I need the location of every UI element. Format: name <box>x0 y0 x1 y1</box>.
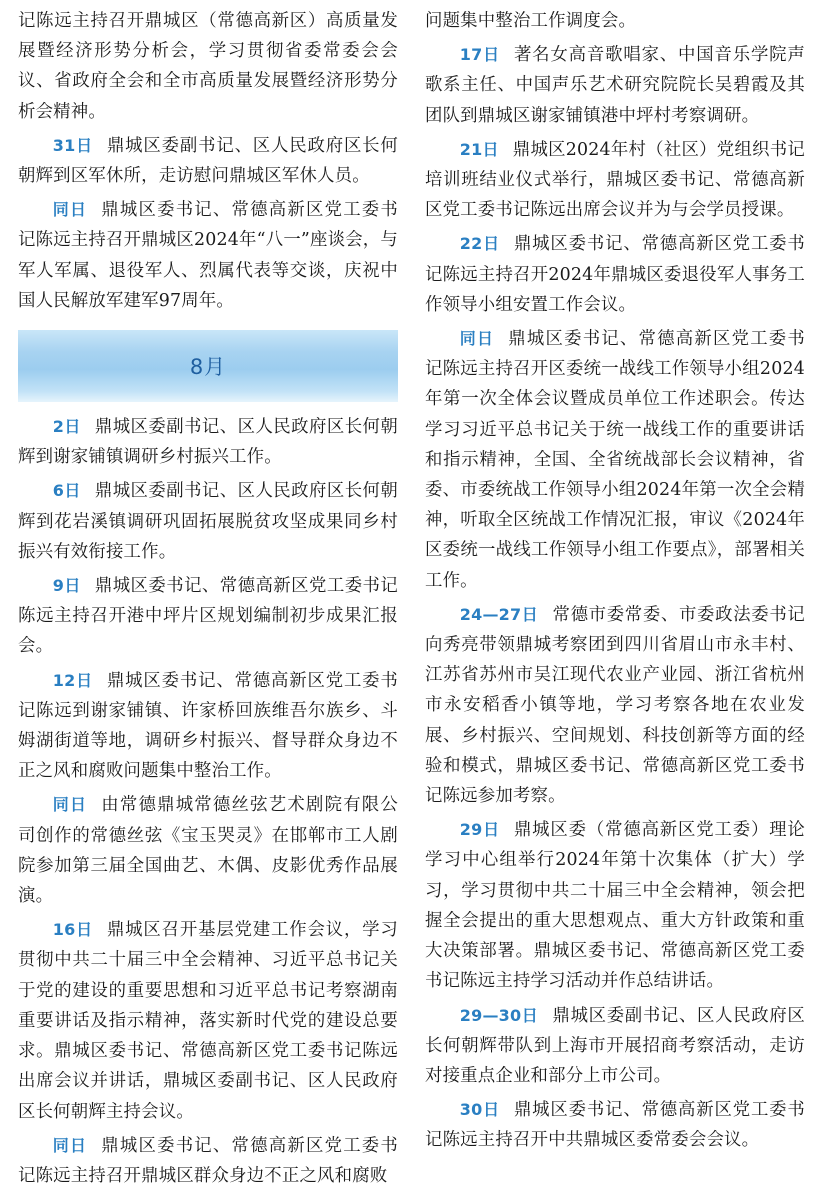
entry-text: 著名女高音歌唱家、中国音乐学院声歌系主任、中国声乐艺术研究院院长吴碧霞及其团队到鼎城区谢家铺镇港中坪村考察调研。 <box>425 45 806 126</box>
entry-date: 30日 <box>459 1100 500 1120</box>
entry-text: 鼎城区委书记、常德高新区党工委书记陈远主持召开2024年鼎城区委退役军人事务工作领导小组安置工作会议。 <box>425 234 806 315</box>
entry-text: 鼎城区委书记、常德高新区党工委书记陈远主持召开鼎城区群众身边不正之风和腐败 <box>18 1135 399 1186</box>
entry-text: 鼎城区2024年村（社区）党组织书记培训班结业仪式举行，鼎城区委书记、常德高新区党工委书记陈远出席会议并为与会学员授课。 <box>425 139 805 221</box>
entry <box>18 131 398 191</box>
entry-date: 12日 <box>52 670 93 690</box>
entry-date: 同日 <box>52 200 88 220</box>
entry-text: 鼎城区委书记、常德高新区党工委书记陈远主持召开鼎城区2024年“八一”座谈会，与军人军属、退役军人、烈属代表等交谈，庆祝中国人民解放军建军97周年。 <box>18 200 399 311</box>
entry-text: 鼎城区委书记、常德高新区党工委书记陈远主持召开中共鼎城区委常委会会议。 <box>425 1100 806 1151</box>
entry-date: 9日 <box>52 576 81 596</box>
month-title: 8月 <box>189 355 227 380</box>
left-column <box>18 6 398 1195</box>
entry-text: 鼎城区召开基层党建工作会议，学习贯彻中共二十届三中全会精神、习近平总书记关于党的建设的重要思想和习近平总书记考察湖南重要讲话及指示精神，落实新时代党的建设总要求。鼎城区委书记、常德高新区党工委书记陈远出席会议并讲话，鼎城区委副书记、区人民政府区长何朝辉主持会议。 <box>18 920 399 1122</box>
entry-date: 21日 <box>459 139 499 159</box>
continued-paragraph: 问题集中整治工作调度会。 <box>425 11 637 31</box>
entry-date: 同日 <box>52 1135 88 1155</box>
entry-date: 6日 <box>52 481 81 501</box>
entry-date: 同日 <box>459 329 495 349</box>
entry <box>425 1001 805 1092</box>
entry <box>18 915 398 1126</box>
entry-date: 16日 <box>52 920 93 940</box>
entry-text: 鼎城区委书记、常德高新区党工委书记陈远主持召开区委统一战线工作领导小组2024年第一次全体会议暨成员单位工作述职会。传达学习习近平总书记关于统一战线工作的重要讲话和指示精神，全国、全省统战部长会议精神，省委、市委统战工作领导小组2024年第一次全会精神，听取全区统战工作情况汇报，审议《2024年区委统一战线工作领导小组工作要点》，部署相关工作。 <box>425 329 806 591</box>
entry-text: 常德市委常委、市委政法委书记向秀亮带领鼎城考察团到四川省眉山市永丰村、江苏省苏州市吴江现代农业产业园、浙江省杭州市永安稻香小镇等地，学习考察各地在农业发展、乡村振兴、空间规划、科技创新等方面的经验和模式，鼎城区委书记、常德高新区党工委书记陈远参加考察。 <box>425 604 805 807</box>
entry <box>425 135 805 226</box>
entry-date: 29—30日 <box>459 1005 539 1025</box>
entry-text: 鼎城区委副书记、区人民政府区长何朝辉到谢家铺镇调研乡村振兴工作。 <box>18 417 398 468</box>
month-banner <box>18 330 398 402</box>
entry-date: 2日 <box>52 417 81 437</box>
entry-text: 鼎城区委副书记、区人民政府区长何朝辉到区军休所，走访慰问鼎城区军休人员。 <box>18 135 399 187</box>
entry-date: 22日 <box>459 234 500 254</box>
entry <box>425 229 805 320</box>
entry-date: 17日 <box>459 45 500 65</box>
entry-date: 24—27日 <box>459 604 539 624</box>
entry <box>18 571 398 662</box>
right-column <box>425 6 805 1160</box>
continued-paragraph: 记陈远主持召开鼎城区（常德高新区）高质量发展暨经济形势分析会，学习贯彻省委常委会会议、省政府全会和全市高质量发展暨经济形势分析会精神。 <box>18 11 398 122</box>
entry <box>425 324 805 596</box>
entry-date: 同日 <box>52 795 88 815</box>
entry <box>18 476 398 567</box>
entry-date: 31日 <box>52 135 93 155</box>
entry-text: 由常德鼎城常德丝弦艺术剧院有限公司创作的常德丝弦《宝玉哭灵》在邯郸市工人剧院参加第三届全国曲艺、木偶、皮影优秀作品展演。 <box>18 795 399 907</box>
entry <box>18 195 398 316</box>
entry-date: 29日 <box>459 820 500 840</box>
entry <box>425 600 805 811</box>
entry <box>425 40 805 131</box>
entry-text: 鼎城区委（常德高新区党工委）理论学习中心组举行2024年第十次集体（扩大）学习，学习贯彻中共二十届三中全会精神，领会把握全会提出的重大思想观点、重大方针政策和重大决策部署。鼎城区委书记、常德高新区党工委书记陈远主持学习活动并作总结讲话。 <box>425 820 806 992</box>
entry <box>18 1131 398 1191</box>
entry-text: 鼎城区委书记、常德高新区党工委书记陈远到谢家铺镇、许家桥回族维吾尔族乡、斗姆湖街道等地，调研乡村振兴、督导群众身边不正之风和腐败问题集中整治工作。 <box>18 670 399 782</box>
entry <box>18 790 398 911</box>
entry-text: 鼎城区委书记、常德高新区党工委书记陈远主持召开港中坪片区规划编制初步成果汇报会。 <box>18 576 398 657</box>
entry-text: 鼎城区委副书记、区人民政府区长何朝辉到花岩溪镇调研巩固拓展脱贫攻坚成果同乡村振兴有效衔接工作。 <box>18 481 398 562</box>
entry <box>425 1095 805 1155</box>
entry <box>18 666 398 787</box>
entry <box>425 815 805 996</box>
entry <box>18 412 398 472</box>
entry-text: 鼎城区委副书记、区人民政府区长何朝辉带队到上海市开展招商考察活动，走访对接重点企业和部分上市公司。 <box>425 1005 805 1086</box>
